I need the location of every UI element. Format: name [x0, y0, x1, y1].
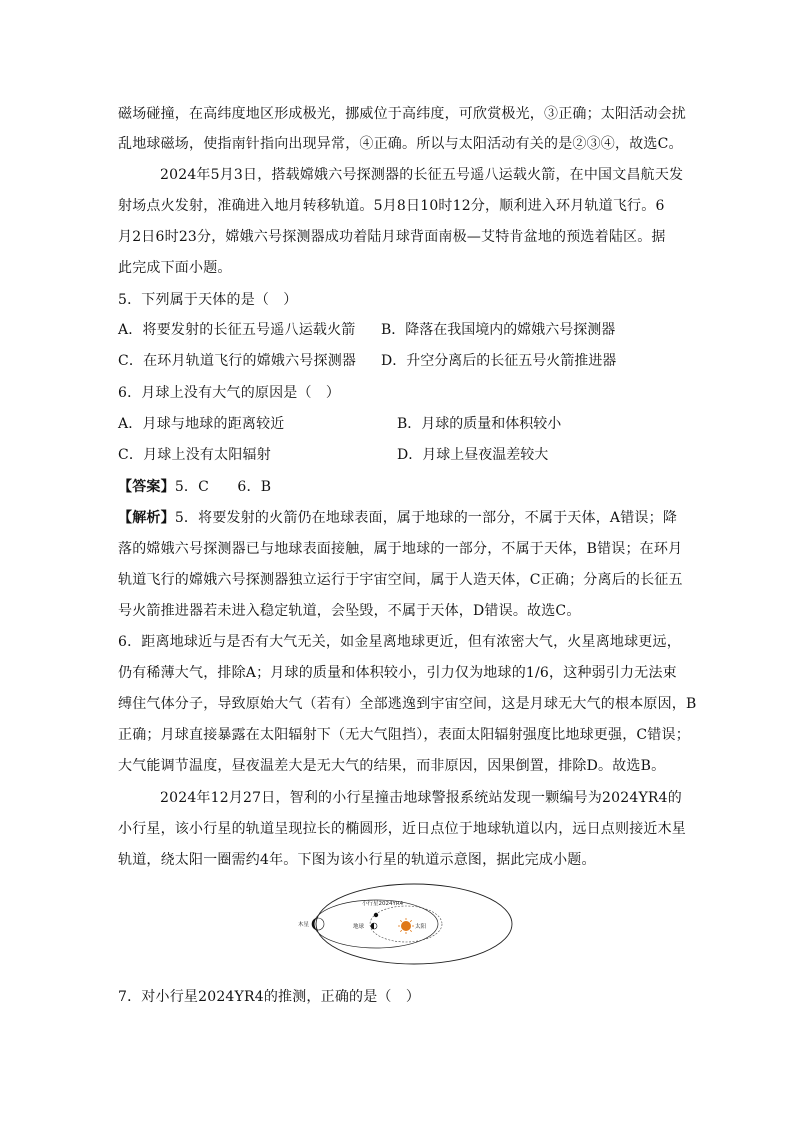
- orbit-svg: [296, 878, 514, 966]
- analysis-line: 6．距离地球近与是否有大气无关，如金星离地球更近，但有浓密大气，火星离地球更远，: [118, 634, 681, 650]
- question-stem: 7．对小行星2024YR4的推测，正确的是（ ）: [118, 989, 421, 1005]
- intro-line: 2024年12月27日，智利的小行星撞击地球警报系统站发现一颗编号为2024YR4的: [160, 790, 682, 806]
- jupiter-icon: [312, 918, 318, 930]
- asteroid-label: 小行星2024YR4: [362, 901, 404, 907]
- option-a: A．月球与地球的距离较近: [118, 416, 285, 432]
- text-line: 乱地球磁场，使指南针指向出现异常，④正确。所以与太阳活动有关的是②③④，故选C。: [118, 136, 683, 152]
- sun-icon: [398, 918, 414, 934]
- answer-tag: 【答案】: [118, 479, 175, 495]
- analysis-line: 落的嫦娥六号探测器已与地球表面接触，属于地球的一部分，不属于天体，B错误；在环月: [118, 541, 683, 557]
- option-d: D．月球上昼夜温差较大: [397, 447, 549, 463]
- intro-line: 月2日6时23分，嫦娥六号探测器成功着陆月球背面南极—艾特肯盆地的预选着陆区。据: [118, 229, 666, 245]
- intro-line: 此完成下面小题。: [118, 260, 232, 276]
- analysis-line: 号火箭推进器若未进入稳定轨道，会坠毁，不属于天体，D错误。故选C。: [118, 603, 581, 619]
- analysis-line: 仍有稀薄大气，排除A；月球的质量和体积较小，引力仅为地球的1/6，这种弱引力无法束: [118, 665, 677, 681]
- earth-shadow: [371, 923, 374, 929]
- question-stem: 6．月球上没有大气的原因是（ ）: [118, 385, 341, 401]
- orbit-diagram: [296, 878, 514, 966]
- option-b: B．降落在我国境内的嫦娥六号探测器: [381, 322, 616, 338]
- analysis-line: 轨道飞行的嫦娥六号探测器独立运行于宇宙空间，属于人造天体，C正确；分离后的长征五: [118, 572, 683, 588]
- option-d: D．升空分离后的长征五号火箭推进器: [381, 353, 617, 369]
- sun-label: 太阳: [415, 924, 427, 930]
- jupiter-label: 木星: [298, 922, 310, 928]
- text-line: 磁场碰撞，在高纬度地区形成极光，挪威位于高纬度，可欣赏极光，③正确；太阳活动会扰: [118, 106, 686, 122]
- intro-line: 2024年5月3日，搭载嫦娥六号探测器的长征五号遥八运载火箭，在中国文昌航天发: [160, 167, 684, 183]
- analysis-line: 正确；月球直接暴露在太阳辐射下（无大气阻挡），表面太阳辐射强度比地球更强，C错误；: [118, 727, 690, 743]
- analysis-line: 缚住气体分子，导致原始大气（若有）全部逃逸到宇宙空间，这是月球无大气的根本原因，B: [118, 696, 697, 712]
- intro-line: 轨道，绕太阳一圈需约4年。下图为该小行星的轨道示意图，据此完成小题。: [118, 852, 596, 868]
- option-b: B．月球的质量和体积较小: [397, 416, 562, 432]
- answer-text: 5．C 6．B: [174, 479, 272, 495]
- jupiter-orbit: [316, 884, 512, 964]
- asteroid-icon: [374, 913, 378, 917]
- analysis-tag: 【解析】: [118, 510, 175, 526]
- option-a: A．将要发射的长征五号遥八运载火箭: [118, 322, 356, 338]
- option-c: C．在环月轨道飞行的嫦娥六号探测器: [118, 353, 357, 369]
- analysis-line: [118, 508, 677, 528]
- intro-line: 射场点火发射，准确进入地月转移轨道。5月8日10时12分，顺利进入环月轨道飞行。6: [118, 198, 665, 214]
- intro-line: 小行星，该小行星的轨道呈现拉长的椭圆形，近日点位于地球轨道以内，远日点则接近木星: [118, 821, 686, 837]
- analysis-line: 大气能调节温度，昼夜温差大是无大气的结果，而非原因，因果倒置，排除D。故选B。: [118, 758, 666, 774]
- analysis-text: 5．将要发射的火箭仍在地球表面，属于地球的一部分，不属于天体，A错误；降: [174, 510, 678, 526]
- option-c: C．月球上没有太阳辐射: [118, 447, 271, 463]
- answer-line: [118, 477, 271, 497]
- question-stem: 5．下列属于天体的是（ ）: [118, 292, 298, 308]
- earth-label: 地球: [353, 924, 365, 930]
